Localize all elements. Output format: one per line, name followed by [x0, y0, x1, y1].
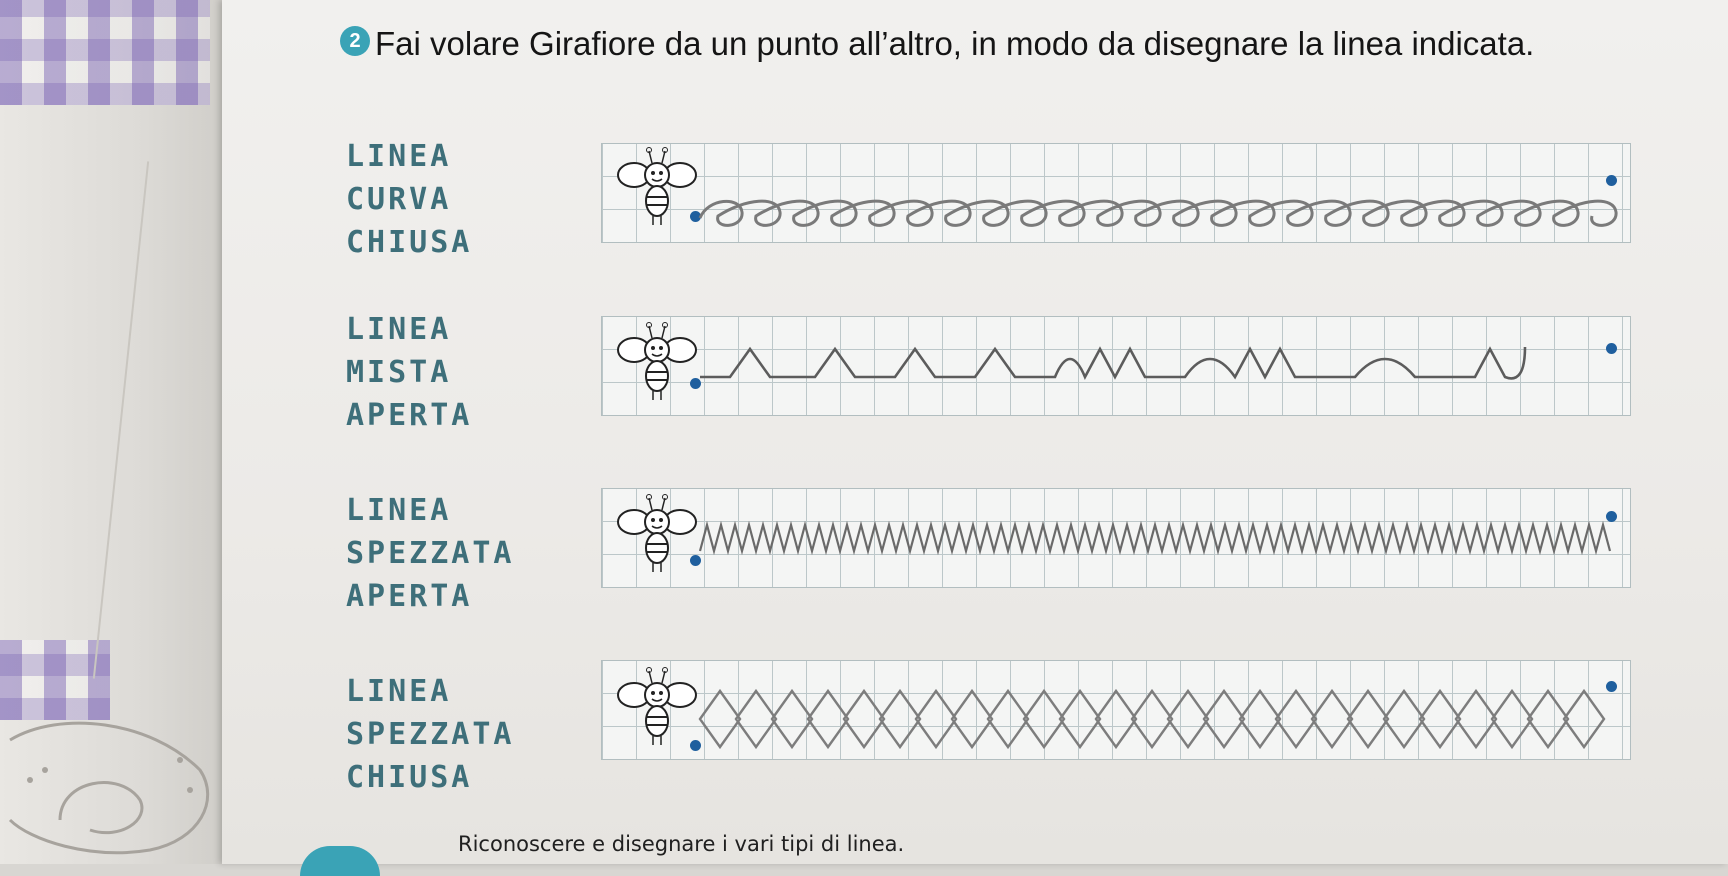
row-label-spezzata-chiusa [346, 670, 515, 799]
girafiore-bee-icon [612, 320, 702, 410]
label-line: LINEA [346, 139, 452, 174]
pencil-trace-zigzag-closed [700, 685, 1630, 765]
objective-text: Riconoscere e disegnare i vari tipi di linea. [458, 832, 905, 856]
gingham-cloth [0, 0, 210, 105]
label-line: APERTA [346, 398, 473, 433]
pencil-trace-zigzag-open [700, 515, 1630, 595]
row-label-curva-chiusa [346, 135, 472, 264]
exercise-instruction: Fai volare Girafiore da un punto all’altro, in modo da disegnare la linea indicata. [375, 25, 1535, 62]
label-line: CHIUSA [346, 225, 473, 260]
label-line: APERTA [346, 579, 473, 614]
label-line: LINEA [346, 674, 452, 709]
label-line: SPEZZATA [346, 717, 515, 752]
exercise-number-badge: 2 [340, 26, 370, 56]
label-line: LINEA [346, 312, 452, 347]
label-line: SPEZZATA [346, 536, 515, 571]
label-line: MISTA [346, 355, 452, 390]
label-line: CHIUSA [346, 760, 473, 795]
pencil-trace-mixed-open [700, 345, 1630, 425]
girafiore-bee-icon [612, 145, 702, 235]
label-line: CURVA [346, 182, 452, 217]
pencil-trace-curved-closed [700, 178, 1630, 258]
label-line: LINEA [346, 493, 452, 528]
girafiore-bee-icon [612, 665, 702, 755]
row-label-mista-aperta [346, 308, 472, 437]
paisley-pattern [0, 700, 230, 864]
girafiore-bee-icon [612, 492, 702, 582]
row-label-spezzata-aperta [346, 489, 515, 618]
